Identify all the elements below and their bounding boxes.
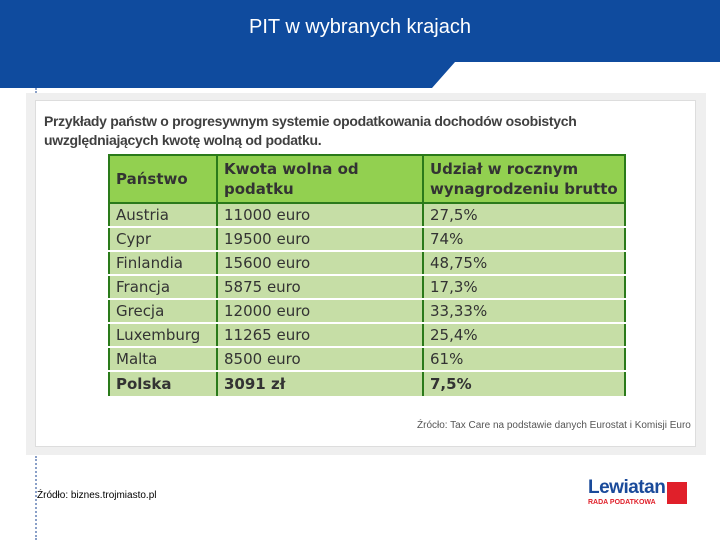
header-banner [0,0,720,88]
cell-country: Austria [109,203,217,227]
cell-allowance: 11000 euro [217,203,423,227]
cell-country: Malta [109,347,217,371]
cell-allowance: 11265 euro [217,323,423,347]
cell-country: Polska [109,371,217,397]
table-row [109,299,625,323]
table-row [109,323,625,347]
header-country: Państwo [109,155,217,203]
table-row [109,251,625,275]
header-allowance: Kwota wolna od podatku [217,155,423,203]
cell-country: Grecja [109,299,217,323]
cell-country: Finlandia [109,251,217,275]
slide-title: PIT w wybranych krajach [249,16,471,38]
table-row [109,227,625,251]
cell-share: 7,5% [423,371,625,397]
cell-allowance: 15600 euro [217,251,423,275]
table-row [109,347,625,371]
table-row [109,371,625,397]
lewiatan-logo [588,478,665,506]
cell-share: 27,5% [423,203,625,227]
cell-country: Luxemburg [109,323,217,347]
cell-share: 17,3% [423,275,625,299]
cell-share: 48,75% [423,251,625,275]
table-row [109,203,625,227]
table-header-row [109,155,625,203]
cell-share: 74% [423,227,625,251]
cell-share: 61% [423,347,625,371]
cell-allowance: 19500 euro [217,227,423,251]
cell-allowance: 3091 zł [217,371,423,397]
cell-allowance: 12000 euro [217,299,423,323]
logo-subtitle: RADA PODATKOWA [588,499,656,506]
cell-allowance: 5875 euro [217,275,423,299]
logo-name: Lewiatan [588,477,666,498]
logo-icon [667,482,687,504]
slide-source: Źródło: biznes.trojmiasto.pl [37,490,157,501]
cell-share: 33,33% [423,299,625,323]
cell-share: 25,4% [423,323,625,347]
cell-country: Cypr [109,227,217,251]
pit-table [108,154,626,398]
cell-allowance: 8500 euro [217,347,423,371]
table-row [109,275,625,299]
table-caption: Przykłady państw o progresywnym systemie opodatkowania dochodów osobistych uwzględniających kwotę wolną od podatku. [44,113,577,148]
header-share: Udział w rocznym wynagrodzeniu brutto [423,155,625,203]
cell-country: Francja [109,275,217,299]
table-source: Źrócło: Tax Care na podstawie danych Eurostat i Komisji Euro [417,420,691,431]
